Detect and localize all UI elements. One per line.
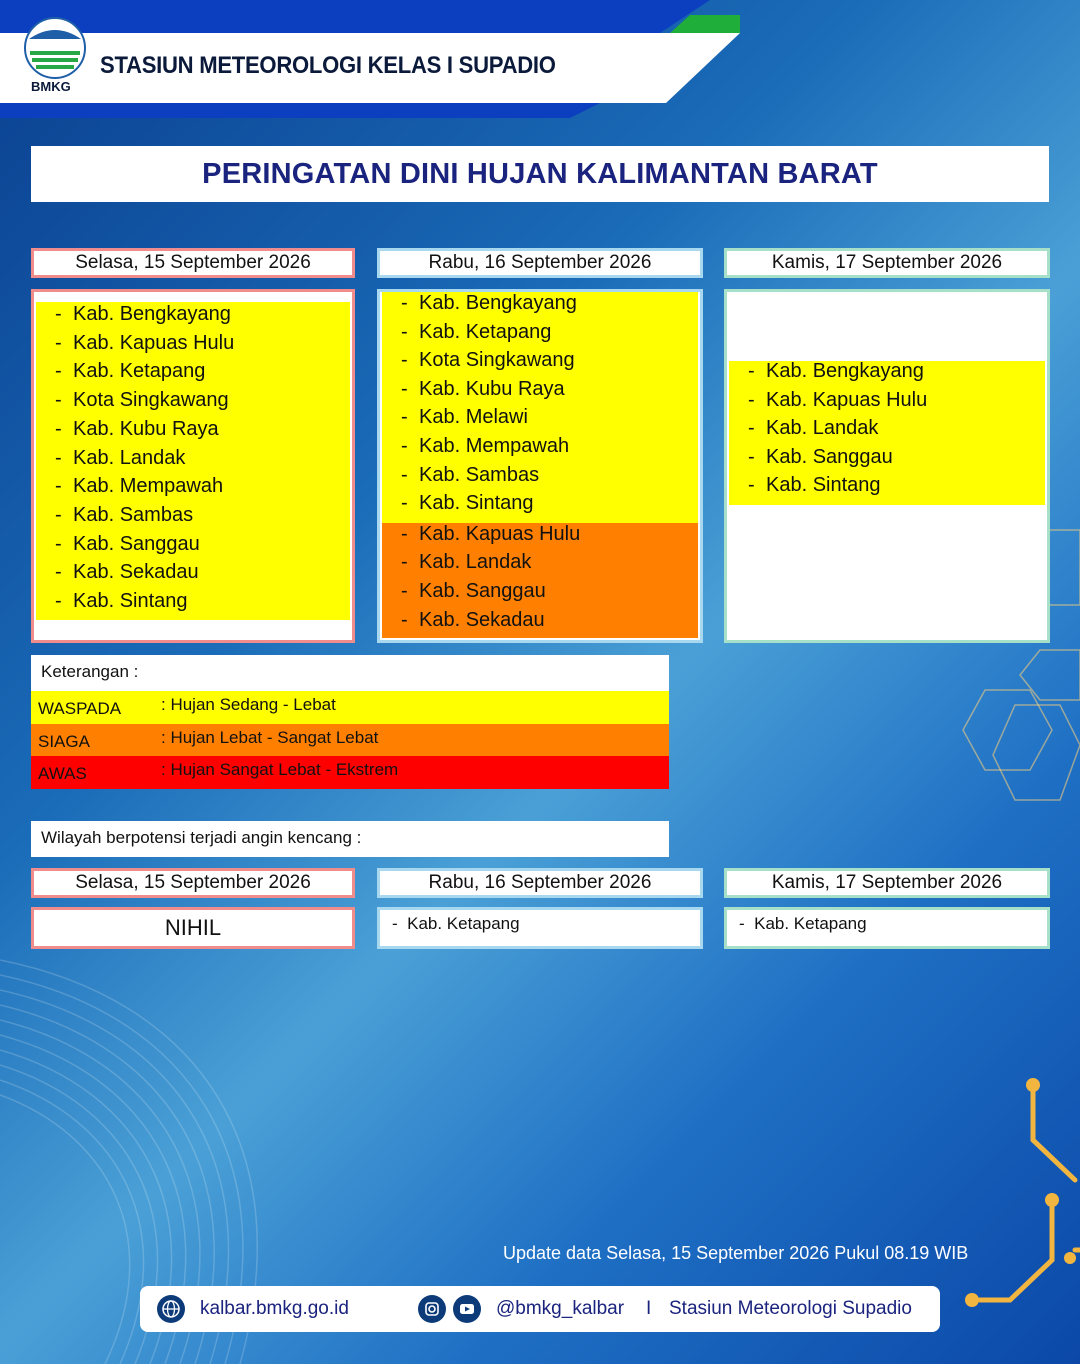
region-item-siaga: - Kab. Sanggau xyxy=(401,580,546,602)
legend-awas-name: AWAS xyxy=(38,764,87,783)
footer-social[interactable]: @bmkg_kalbar xyxy=(496,1298,625,1319)
main-title-box xyxy=(31,146,1049,202)
region-item-waspada: - Kota Singkawang xyxy=(55,389,229,412)
region-item-waspada: - Kab. Landak xyxy=(55,446,186,469)
wind-day1-box xyxy=(31,907,355,949)
wind-date-day2: Rabu, 16 September 2026 xyxy=(377,868,703,898)
legend-siaga-desc: : Hujan Lebat - Sangat Lebat xyxy=(161,728,379,747)
region-item-siaga: - Kab. Sekadau xyxy=(401,608,545,631)
header-top-stripe xyxy=(0,0,710,33)
region-item-waspada: - Kab. Mempawah xyxy=(55,475,224,498)
wind-heading: Wilayah berpotensi terjadi angin kencang : xyxy=(41,828,362,847)
legend-awas-desc: : Hujan Sangat Lebat - Ekstrem xyxy=(161,760,399,779)
region-item-waspada: - Kab. Bengkayang xyxy=(748,360,924,382)
circuit-lines xyxy=(980,1085,1080,1300)
logo-text: BMKG xyxy=(31,79,71,94)
circuit-nodes xyxy=(965,1078,1076,1307)
region-item-waspada: - Kab. Bengkayang xyxy=(401,292,577,314)
footer-website[interactable]: kalbar.bmkg.go.id xyxy=(200,1298,349,1319)
wind-heading-box xyxy=(31,821,669,857)
region-item-waspada: - Kab. Kapuas Hulu xyxy=(748,388,928,411)
wind-day1-value: NIHIL xyxy=(164,915,222,940)
wind-day2-box xyxy=(377,907,703,949)
footer-bar xyxy=(140,1286,940,1332)
youtube-icon[interactable] xyxy=(453,1295,481,1323)
main-title: PERINGATAN DINI HUJAN KALIMANTAN BARAT xyxy=(202,157,878,190)
region-item-waspada: - Kab. Kubu Raya xyxy=(401,377,565,400)
region-item-waspada: - Kab. Sanggau xyxy=(748,445,893,468)
wind-date-day3: Kamis, 17 September 2026 xyxy=(724,868,1050,898)
legend-heading-box xyxy=(31,655,669,691)
region-item-siaga: - Kab. Kapuas Hulu xyxy=(401,522,581,545)
region-item-waspada: - Kab. Mempawah xyxy=(401,435,570,457)
legend-waspada-name: WASPADA xyxy=(38,699,122,718)
wind-day2-value: - Kab. Ketapang xyxy=(392,914,520,933)
globe-icon[interactable] xyxy=(157,1295,185,1323)
bmkg-logo-icon xyxy=(24,17,86,79)
region-item-waspada: - Kab. Bengkayang xyxy=(55,303,231,325)
region-item-waspada: - Kab. Sintang xyxy=(401,492,534,515)
date-day1: Selasa, 15 September 2026 xyxy=(31,248,355,278)
footer-separator: I xyxy=(646,1298,652,1319)
region-item-waspada: - Kab. Sambas xyxy=(55,503,194,526)
wind-day3-box xyxy=(724,907,1050,949)
region-item-waspada: - Kab. Ketapang xyxy=(401,320,552,343)
region-item-waspada: - Kab. Kubu Raya xyxy=(55,417,219,440)
date-day2: Rabu, 16 September 2026 xyxy=(377,248,703,278)
footer-station: Stasiun Meteorologi Supadio xyxy=(669,1298,912,1319)
wind-day3-value: - Kab. Ketapang xyxy=(739,914,867,933)
region-item-waspada: - Kab. Sanggau xyxy=(55,532,200,555)
update-text: Update data Selasa, 15 September 2026 Pukul 08.19 WIB xyxy=(503,1243,969,1263)
region-item-waspada: - Kab. Melawi xyxy=(401,406,528,429)
region-item-waspada: - Kab. Sekadau xyxy=(55,561,199,584)
instagram-icon[interactable] xyxy=(418,1295,446,1323)
region-item-waspada: - Kab. Sintang xyxy=(55,590,188,612)
region-item-waspada: - Kab. Kapuas Hulu xyxy=(55,331,235,354)
legend-heading: Keterangan : xyxy=(41,662,139,681)
header-title: STASIUN METEOROLOGI KELAS I SUPADIO xyxy=(100,52,556,79)
legend-row-waspada xyxy=(31,691,669,724)
legend-siaga-name: SIAGA xyxy=(38,732,90,751)
region-item-waspada: - Kab. Sintang xyxy=(748,474,881,497)
region-item-waspada: - Kab. Landak xyxy=(748,417,879,440)
header-bottom-stripe xyxy=(0,103,600,118)
legend-row-siaga xyxy=(31,724,669,757)
legend-waspada-desc: : Hujan Sedang - Lebat xyxy=(161,695,336,714)
legend-row-awas xyxy=(31,756,669,789)
region-item-waspada: - Kab. Ketapang xyxy=(55,360,206,383)
region-item-waspada: - Kab. Sambas xyxy=(401,463,540,486)
wind-date-day1: Selasa, 15 September 2026 xyxy=(31,868,355,898)
region-item-siaga: - Kab. Landak xyxy=(401,551,532,574)
region-item-waspada: - Kota Singkawang xyxy=(401,349,575,372)
date-day3: Kamis, 17 September 2026 xyxy=(724,248,1050,278)
